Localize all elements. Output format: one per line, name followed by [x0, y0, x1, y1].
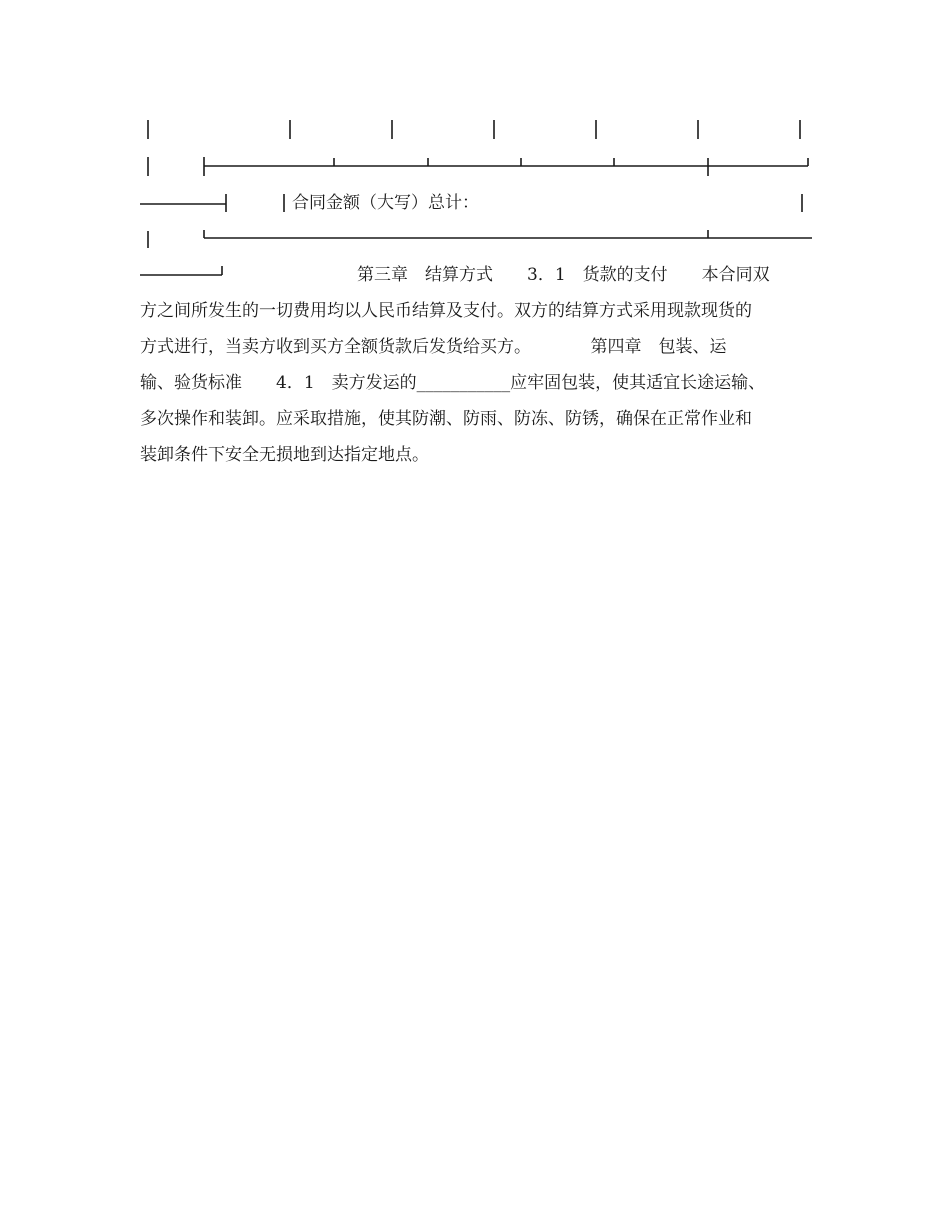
paragraph-line-3: 方式进行，当卖方收到买方全额货款后发货给买方。 第四章 包装、运 [140, 337, 727, 357]
table-borders [0, 0, 950, 300]
table-row-1-bars [148, 120, 800, 139]
paragraph-line-6: 装卸条件下安全无损地到达指定地点。 [140, 445, 429, 465]
table-row-4 [148, 230, 812, 248]
paragraph-line-5: 多次操作和装卸。应采取措施，使其防潮、防雨、防冻、防锈，确保在正常作业和 [140, 409, 752, 429]
table-row-5 [140, 266, 222, 275]
paragraph-line-1: 第三章 结算方式 3．1 货款的支付 本合同双 [357, 265, 770, 285]
paragraph-line-2: 方之间所发生的一切费用均以人民币结算及支付。双方的结算方式采用现款现货的 [140, 301, 752, 321]
table-row-2-separator [148, 157, 808, 176]
paragraph-line-4: 输、验货标准 4．1 卖方发运的___________应牢固包装，使其适宜长途运输、 [140, 373, 766, 393]
contract-total-label: 合同金额（大写）总计： [292, 193, 479, 213]
